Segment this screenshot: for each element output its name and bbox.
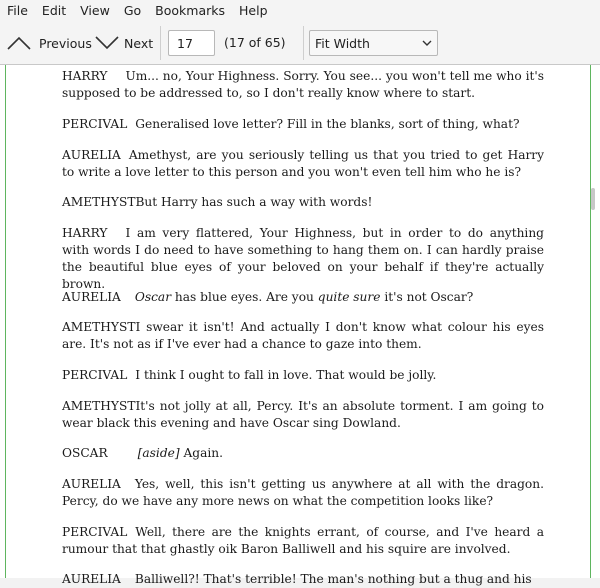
speaker-name: PERCIVAL — [62, 525, 128, 539]
speech-text: Amethyst, are you seriously telling us that you tried to get Harry to write a love letter to this person and you won't even tell him who he is? — [62, 148, 544, 179]
speech-text: Again. — [179, 446, 223, 460]
speech-text: I am very flattered, Your Highness, but in order to do anything with words I do need to have something to hang them on. I can hardly praise the beautiful blue eyes of your beloved on your behalf if they're actually brown. — [62, 226, 544, 291]
toolbar-separator — [303, 26, 304, 60]
speech-text: It's not jolly at all, Percy. It's an absolute torment. I am going to wear black this evening and have Oscar sing Dowland. — [62, 399, 544, 430]
previous-label: Previous — [39, 35, 92, 51]
chevron-up-icon — [6, 35, 32, 51]
speaker-name: AURELIA — [62, 477, 121, 491]
menu-edit[interactable]: Edit — [41, 3, 67, 18]
speech-text: Well, there are the knights errant, of course, and I've heard a rumour that that ghastly oik Baron Balliwell and his squire are involved. — [62, 525, 544, 556]
zoom-select[interactable] — [309, 30, 438, 56]
speech — [62, 524, 544, 558]
speech — [62, 289, 544, 306]
menu-bookmarks[interactable]: Bookmarks — [155, 3, 225, 18]
previous-button[interactable] — [6, 22, 92, 64]
page-count: (17 of 65) — [224, 35, 286, 50]
speech-text: it's not Oscar? — [380, 290, 474, 304]
speaker-name: AURELIA — [62, 572, 121, 586]
toolbar — [0, 22, 600, 65]
speaker-name: AMETHYST — [62, 195, 136, 209]
speech — [62, 476, 544, 510]
document-page — [5, 65, 591, 586]
speech — [62, 194, 544, 211]
speaker-name: PERCIVAL — [62, 117, 128, 131]
speech — [62, 116, 544, 133]
stage-direction: [aside] — [137, 446, 180, 460]
speaker-name: HARRY — [62, 69, 108, 83]
next-button[interactable] — [94, 22, 153, 64]
speech-text: has blue eyes. Are you — [171, 290, 318, 304]
speech-text: I think I ought to fall in love. That would be jolly. — [135, 368, 437, 382]
toolbar-separator — [160, 26, 161, 60]
speaker-name: AMETHYST — [62, 399, 136, 413]
document-viewport[interactable] — [0, 65, 600, 586]
speech — [62, 147, 544, 181]
next-label: Next — [124, 35, 154, 51]
speech-text: Yes, well, this isn't getting us anywhere at all with the dragon. Percy, do we have any more news on what the competition looks like? — [62, 477, 544, 508]
speech-text: Generalised love letter? Fill in the blanks, sort of thing, what? — [135, 117, 520, 131]
zoom-value: Fit Width — [315, 35, 370, 51]
speech — [62, 367, 544, 384]
speaker-name: AURELIA — [62, 290, 121, 304]
page-number-input[interactable] — [168, 30, 215, 56]
speech-text: But Harry has such a way with words! — [135, 195, 373, 209]
speech-emphasis: Oscar — [134, 290, 172, 304]
speaker-name: AURELIA — [62, 148, 121, 162]
speech-text: Balliwell?! That's terrible! The man's nothing but a thug and his — [134, 572, 532, 586]
menu-file[interactable]: File — [7, 3, 28, 18]
chevron-down-icon — [422, 39, 432, 47]
menu-go[interactable]: Go — [123, 3, 142, 18]
speech — [62, 445, 544, 462]
speech — [62, 398, 544, 432]
speech-text: Um... no, Your Highness. Sorry. You see... you won't tell me who it's supposed to be addressed to, so I don't really know where to start. — [62, 69, 544, 100]
chevron-down-icon — [94, 35, 120, 51]
speech — [62, 571, 544, 588]
menu-bar — [0, 0, 600, 22]
scrollbar-thumb[interactable] — [591, 188, 595, 210]
speech — [62, 319, 544, 353]
speech — [62, 225, 544, 293]
speaker-name: OSCAR — [62, 446, 108, 460]
speaker-name: HARRY — [62, 226, 108, 240]
speech-emphasis: quite sure — [317, 290, 381, 304]
speech — [62, 68, 544, 102]
speaker-name: PERCIVAL — [62, 368, 128, 382]
menu-view[interactable]: View — [80, 3, 110, 18]
speaker-name: AMETHYST — [62, 320, 136, 334]
speech-text: I swear it isn't! And actually I don't know what colour his eyes are. It's not as if I've ever had a chance to gaze into them. — [62, 320, 544, 351]
menu-help[interactable]: Help — [239, 3, 268, 18]
